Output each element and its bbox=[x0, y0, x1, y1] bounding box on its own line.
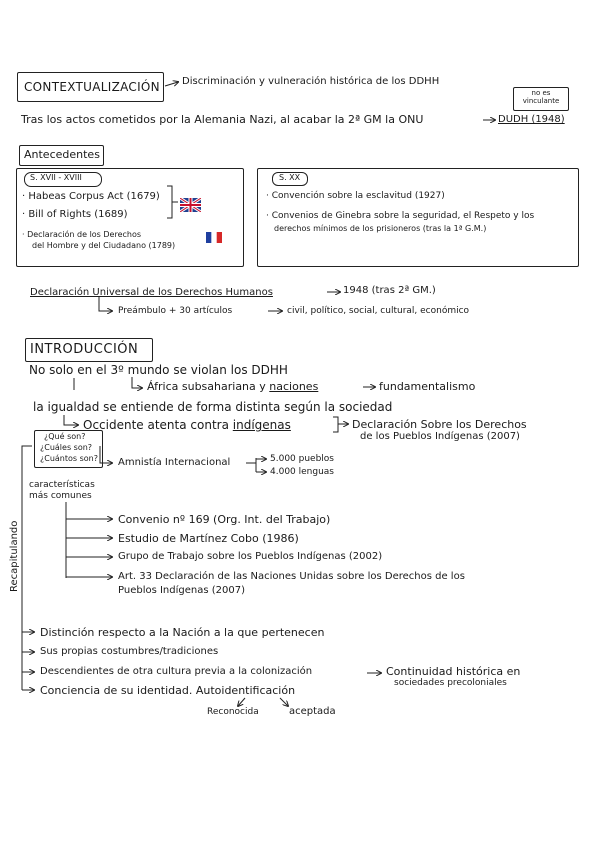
reconocida: Reconocida bbox=[207, 707, 259, 717]
note-text: no es vinculante bbox=[522, 89, 560, 106]
trait-distincion: Distinción respecto a la Nación a la que pertenecen bbox=[40, 626, 325, 639]
question-que: ¿Qué son? bbox=[44, 432, 86, 441]
source-convenio: Convenio nº 169 (Org. Int. del Trabajo) bbox=[118, 513, 331, 526]
decl-indigenas-2: de los Pueblos Indígenas (2007) bbox=[360, 431, 520, 442]
declaracion-title: Declaración Universal de los Derechos Humanos bbox=[30, 287, 273, 298]
caracteristicas-2: más comunes bbox=[29, 491, 92, 501]
right-tag: S. XX bbox=[279, 173, 301, 182]
source-martinez: Estudio de Martínez Cobo (1986) bbox=[118, 532, 299, 545]
right-item-ginebra-1: · Convenios de Ginebra sobre la seguridad, el Respeto y los bbox=[266, 211, 535, 221]
uk-flag-icon bbox=[180, 198, 201, 212]
aceptada: aceptada bbox=[289, 706, 336, 717]
continuidad-1: Continuidad histórica en bbox=[386, 665, 521, 678]
trait-costumbres: Sus propias costumbres/tradiciones bbox=[40, 646, 219, 657]
france-flag-icon bbox=[206, 232, 222, 243]
source-art33-1: Art. 33 Declaración de las Naciones Unidas sobre los Derechos de los bbox=[118, 571, 465, 582]
intro-fundamentalismo: fundamentalismo bbox=[379, 380, 476, 393]
right-item-esclavitud: · Convención sobre la esclavitud (1927) bbox=[266, 191, 445, 201]
pueblos-count: 5.000 pueblos bbox=[270, 454, 334, 464]
derechos-list: civil, político, social, cultural, económico bbox=[287, 306, 470, 316]
trait-conciencia: Conciencia de su identidad. Autoidentificación bbox=[40, 684, 296, 697]
left-item-declaracion-2: del Hombre y del Ciudadano (1789) bbox=[32, 241, 176, 250]
left-item-bill: · Bill of Rights (1689) bbox=[22, 209, 128, 220]
preambulo: Preámbulo + 30 artículos bbox=[118, 306, 233, 316]
intro-line-1: No solo en el 3º mundo se violan los DDHH bbox=[29, 363, 288, 377]
source-art33-2: Pueblos Indígenas (2007) bbox=[118, 585, 245, 596]
intro-occidente: Occidente atenta contra indígenas bbox=[83, 418, 291, 432]
left-item-habeas: · Habeas Corpus Act (1679) bbox=[22, 191, 160, 202]
udhr-label: DUDH (1948) bbox=[498, 114, 565, 125]
context-line: Tras los actos cometidos por la Alemania Nazi, al acabar la 2ª GM la ONU bbox=[21, 113, 424, 126]
introduccion-title: INTRODUCCIÓN bbox=[30, 342, 139, 357]
source-grupo: Grupo de Trabajo sobre los Pueblos Indígenas (2002) bbox=[118, 551, 383, 562]
contextualizacion-title: CONTEXTUALIZACIÓN bbox=[24, 80, 160, 94]
declaracion-year: 1948 (tras 2ª GM.) bbox=[343, 285, 436, 296]
right-item-ginebra-2: derechos mínimos de los prisioneros (tras la 1ª G.M.) bbox=[274, 224, 487, 233]
amnistia: Amnistía Internacional bbox=[118, 457, 231, 468]
question-cuantos: ¿Cuántos son? bbox=[40, 454, 98, 463]
lenguas-count: 4.000 lenguas bbox=[270, 467, 334, 477]
question-cuales: ¿Cuáles son? bbox=[40, 443, 93, 452]
continuidad-2: sociedades precoloniales bbox=[394, 678, 507, 688]
left-tag: S. XVII - XVIII bbox=[30, 173, 82, 182]
recapitulando-label: Recapitulando bbox=[9, 520, 20, 592]
context-arrow-text: Discriminación y vulneración histórica de los DDHH bbox=[182, 76, 440, 87]
decl-indigenas-1: Declaración Sobre los Derechos bbox=[352, 418, 527, 431]
caracteristicas-1: características bbox=[29, 480, 95, 490]
trait-descendientes: Descendientes de otra cultura previa a la colonización bbox=[40, 666, 313, 677]
left-item-declaracion-1: · Declaración de los Derechos bbox=[22, 230, 142, 239]
intro-line-2: la igualdad se entiende de forma distinta según la sociedad bbox=[33, 400, 393, 414]
antecedentes-title: Antecedentes bbox=[24, 148, 100, 161]
intro-africa: África subsahariana y naciones bbox=[147, 380, 319, 393]
